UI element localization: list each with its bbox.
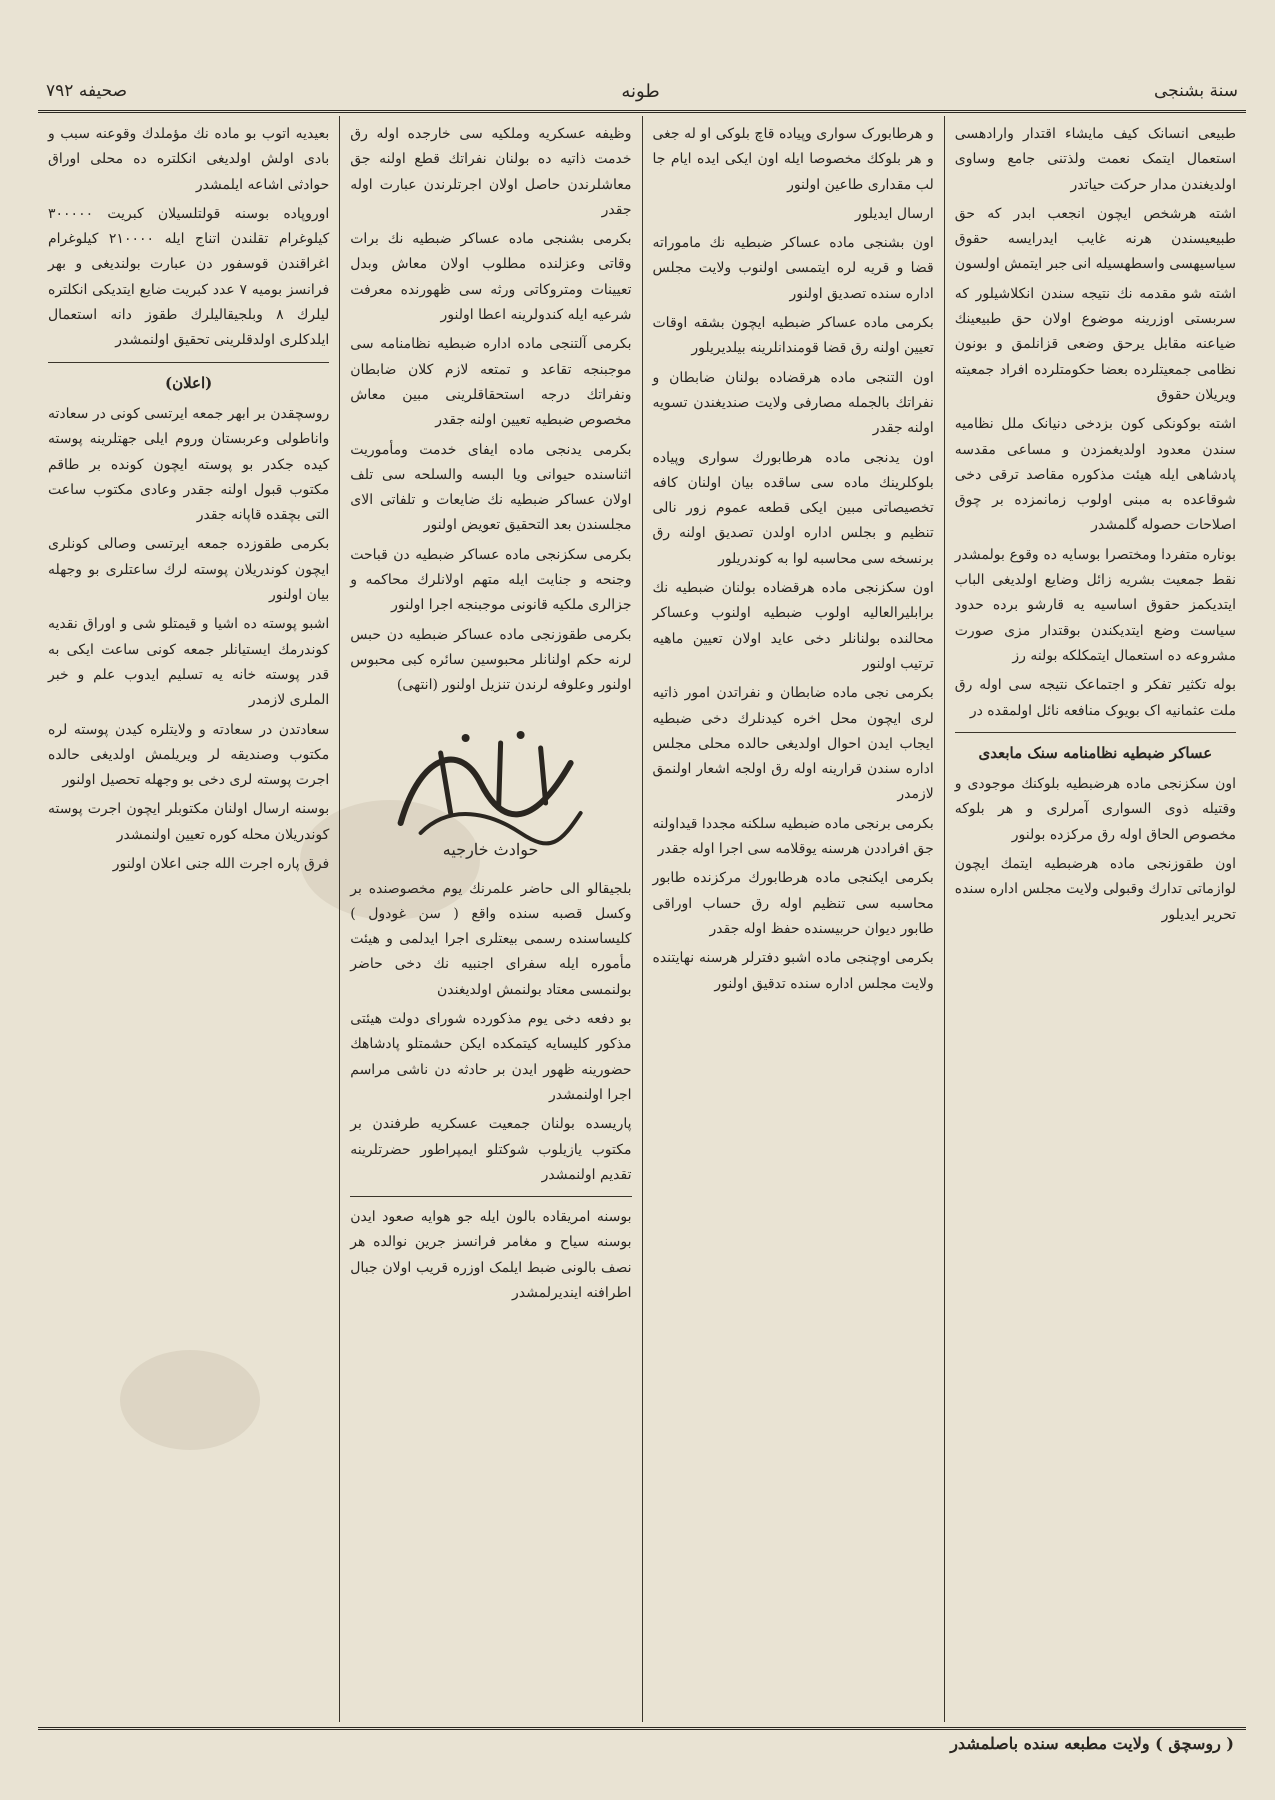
printer-imprint: ( روسچق ) ولایت مطبعه سنده باصلمشدر (950, 1734, 1234, 1753)
paragraph: اشته بوکونکی کون بزدخی دنیانک ملل نظامیه سندن معدود اولدیغمزدن و مساعی مقدسه پادشاهی ایله هیئت مذکوره مقاصد ترقی دخی شوقاعده به مبنی اولوب زمانمزده بر چوق اصلاحات حصوله گلمشدر (954, 416, 1236, 534)
paragraph: بکرمی طقوزده جمعه ایرتسی وصالی کونلری ایچون کوندریلان پوسته لرك ساعتلری بو وجهله بیان اولنور (48, 536, 330, 604)
paragraph: بوناره متفردا ومختصرا بوسایه ده وقوع بولمشدر نقط جمعیت بشریه زائل وضایع اولدیغی الباب ایتدیکمز حقوق اساسیه یه قارشو برده حدود سیاست وضع ایتدیکندن بوقتدار مزی صورت مشروعه ده استعمال ایتمکلکه بولنه رز (954, 546, 1236, 664)
paragraph: بکرمی آلتنجی ماده اداره ضبطیه نظامنامه سی موجبنجه تقاعد و تمتعه لازم کلان ضابطان ونفراتك درجه استحقاقلرینی مبین معاش مخصوص ضبطیه تعیین اولنه جقدر (350, 336, 632, 429)
paragraph: بلجیقالو الی حاضر علمرنك یوم مخصوصنده بر وکسل قصبه سنده واقع ( سن غودول ) کلیساسنده رسمی بیعتلری اجرا ایدلمی و هیئت مأموره ایله سفرای اجنبیه نك دخی حاضر بولنمسی معتاد بولنمش اولدیغندن (350, 880, 632, 998)
paragraph: فرق پاره اجرت الله جنی اعلان اولنور (112, 856, 330, 873)
paragraph: و هرطابورک سواری وپیاده قاچ بلوکی او له جغی و هر بلوکك مخصوصا ایله اون ایکی ایده ایام جا لب مقداری طاعین اولنور (652, 126, 934, 193)
paragraph: اون التنجی ماده هرقضاده بولنان ضابطان و نفراتك بالجمله مصارفی ولایت صندیغندن تسویه اولنه جقدر (652, 369, 934, 437)
paragraph: بکرمی اوچنجی ماده اشبو دفترلر هرسنه نهایتنده ولایت مجلس اداره سنده تدقیق اولنور (652, 950, 934, 992)
paragraph: بکرمی نجی ماده ضابطان و نفراتدن امور ذاتیه لری ایچون محل اخره کیدنلرك دخی ضبطیه ایجاب ایدن احوال اولدیغی حالده محلی مجلس اداره سندن قرارینه اوله رق اولجه اشعار اولنمق لازمدر (652, 685, 934, 803)
paragraph: بکرمی ماده عساکر ضبطیه ایچون بشقه اوقات تعیین اولنه رق قضا قومندانلرینه بیلدیریلور (652, 315, 934, 357)
calligraphy-ornament (356, 713, 625, 863)
paragraph: بکرمی طقوزنجی ماده عساکر ضبطیه دن حبس لرنه حکم اولنانلر محبوسین سائره کبی محبوس اولنور وعلوفه لرندن تنزیل اولنور (انتهی) (350, 626, 632, 694)
column-4 (38, 116, 339, 1722)
paragraph: اون طقوزنجی ماده هرضبطیه ایتمك ایچون لوازماتی تدارك وقبولی ولایت مجلس اداره سنده تحریر ایدیلور (954, 856, 1236, 923)
page-number: صحیفه ۷۹۲ (46, 81, 128, 101)
column-1 (944, 116, 1246, 1722)
paragraph: اون سکزنجی ماده هرقضاده بولنان ضبطیه نك برابلیرالعالیه اولوب ضبطیه اولنوب وعساکر محالنده بولنانلر دخی عاید اولان تعیین ماهیه ترتیب اولنور (652, 580, 934, 672)
paragraph: اشبو پوسته ده اشیا و قیمتلو شی و اوراق نقدیه کوندرمك ایستیانلر جمعه کونی ساعت ایکی به قدر پوسته خانه یه تسلیم ایدوب علم و خبر الملری لازمدر (48, 616, 330, 709)
paragraph: پاریسده بولنان جمعیت عسکریه طرفندن بر مکتوب یازیلوب شوکتلو ایمپراطور حضرتلرینه تقدیم اولنمشدر (350, 1116, 632, 1183)
calligraphic-heading (356, 713, 625, 863)
notice-title: (اعلان) (164, 373, 213, 392)
section-title: عساکر ضبطیه نظامنامه سنک مابعدی (978, 743, 1213, 762)
paragraph: اون بشنجی ماده عساکر ضبطیه نك ماموراته قضا و قریه لره ایتمسی اولنوب ولایت مجلس اداره سنده تصدیق اولنور (652, 235, 934, 302)
section-divider (955, 732, 1236, 733)
paragraph: بوسنه امریقاده بالون ایله جو هوایه صعود ایدن بوسنه سیاح و مغامر فرانسز جرین نوالده هر نصف بالونی ضبط ایلمک اوزره قریب اولان جبال اطرافنه ایندیرلمشدر (350, 1209, 632, 1301)
columns (38, 116, 1246, 1722)
paragraph: بو دفعه دخی یوم مذکورده شورای دولت هیئتی مذکور کلیسایه کیتمکده ایکن حشمتلو پادشاهك حضورینه ظهور ایدن بر حادثه دن ناشی مراسم اجرا اولنمشدر (350, 1011, 632, 1103)
section-divider (48, 362, 329, 363)
footer-rule (38, 1727, 1246, 1730)
paragraph: ارسال ایدیلور (854, 205, 934, 222)
paragraph: بکرمی سکزنجی ماده عساکر ضبطیه دن قباحت وجنحه و جنایت ایله متهم اولانلرك محاکمه و جزالری ملکیه قانونی موجبنجه اجرا اولنور (350, 546, 632, 614)
paragraph: سعادتدن در سعادته و ولایتلره کیدن پوسته لره مکتوب وصندیقه لر ویریلمش اولدیغی حالده اجرت پوسته لری دخی بو وجهله تحصیل اولنور (48, 721, 330, 789)
header-rule (38, 110, 1246, 113)
paragraph: اشته شو مقدمه نك نتیجه سندن انکلاشیلور که سربستی اوزرینه موضوع اولان حق طبیعینك ضیاعنه مقابل یرحق وضعی قزانلمق و بونون نظامی جمعیتلرده بعضا حکومتلرده افراد جمعیته ویریلان حقوق (954, 285, 1236, 403)
newspaper-page (38, 72, 1246, 1762)
page-header (38, 72, 1246, 110)
paragraph: بکرمی یدنجی ماده ایفای خدمت ومأموریت اثناسنده حیوانی ویا البسه والسلحه سی تلف اولان عساکر ضبطیه نك ضایعات و تلفاتی الای مجلسندن بعد التحقیق تعویض اولنور (350, 441, 632, 534)
paragraph: بکرمی بشنجی ماده عساکر ضبطیه نك برات وقاتی وعزلنده مطلوب اولان معاش وبدل تعیینات ومتروکاتی ورثه سی ظهورنده معرفت شرعیه ایله کندولرینه اعطا اولنور (350, 231, 632, 324)
paragraph: طبیعی انسانک کیف مایشاء اقتدار وارادهسی استعمال ایتمک نعمت ولذتنی جامع وساوی اولدیغندن مدار حرکت حیاتدر (954, 126, 1236, 193)
masthead: طونه (621, 80, 660, 102)
issue-label: سنة بشنجی (1153, 81, 1238, 101)
paragraph: اون یدنجی ماده هرطابورك سواری وپیاده بلوکلرینك ماده سی ساقده بیان اولنان کافه تخصیصاتی مبین ایکی قطعه عموم زور نالی تنظیم و بجلس اداره اولدن تصدیق اولنه رق برنسخه سی محاسبه لوا به کوندریلور (652, 449, 934, 567)
paragraph: بکرمی برنجی ماده ضبطیه سلکنه مجددا قیداولنه جق افراددن هرسنه یوقلامه سی اجرا اوله جقدر (652, 815, 934, 858)
paragraph: اوروپاده بوسنه قولتلسیلان کبریت ۳۰۰۰۰۰ کیلوغرام تقلندن اتناج ایله ۲۱۰۰۰۰ کیلوغرام اغراقندن قوسفور دن عبارت بولندیغی و بهر فرانسز بومیه ۷ عدد کبریت ضایع ایتدیکی انکلتره لیلرك ۸ وبلجیقالیلرك طقوز دانه استعمال ایلدکلری اولدقلرینی تحقیق اولنمشدر (48, 205, 330, 349)
paragraph: اون سکزنجی ماده هرضبطیه بلوکنك موجودی و وقتیله ذوی السواری آمرلری و هر بلوکه مخصوص الحاق اوله رق مرکزده بولنور (954, 776, 1236, 843)
column-2 (642, 116, 944, 1722)
calligraphy-text: حوادث خارجیه (443, 839, 539, 859)
paragraph: روسچقدن بر ابهر جمعه ایرتسی کونی در سعادته واناطولی وعربستان وروم ایلی جهتلرینه پوسته کیده جکدر بو پوسته ایچون کونده بر طاقم مکتوب قبول اولنه جقدر وعادی مکتوب ساعت التی بچقده قاپانه جقدر (48, 405, 330, 524)
paragraph: بکرمی ایکنجی ماده هرطابورك مرکزنده طابور محاسبه سی تنظیم اوله رق حساب اوراقی طابور دیوان حربیسنده حفظ اوله جقدر (652, 870, 934, 937)
paragraph: وظیفه عسکریه وملکیه سی خارجده اوله رق خدمت ذاتیه ده بولنان نفراتك قطع اولنه جق معاشلرندن حاصل اولان اجرتلرندن عبارت اوله جقدر (350, 126, 632, 218)
paragraph: بعیدیه اتوب بو ماده نك مؤملدك وقوعنه سبب و بادی اولش اولدیغی انکلتره ده محلی اوراق حوادثی اشاعه ایلمشدر (48, 126, 330, 193)
column-3 (339, 116, 641, 1722)
section-divider (350, 1196, 631, 1197)
paragraph: بوله تکثیر تفکر و اجتماعک نتیجه سی اوله رق ملت عثمانیه اک بویوک منافعه نائل اولمقده در (954, 677, 1236, 719)
paragraph: بوسنه ارسال اولنان مکتوبلر ایچون اجرت پوسته کوندریلان محله کوره تعیین اولنمشدر (48, 801, 330, 843)
paragraph: اشته هرشخص ایچون انجعب ابدر که حق طبیعیسندن هرنه غایب ایدرایسه حقوق سیاسیهسی واسطهسیله انی جبر ایتمش اولسون (954, 205, 1236, 273)
